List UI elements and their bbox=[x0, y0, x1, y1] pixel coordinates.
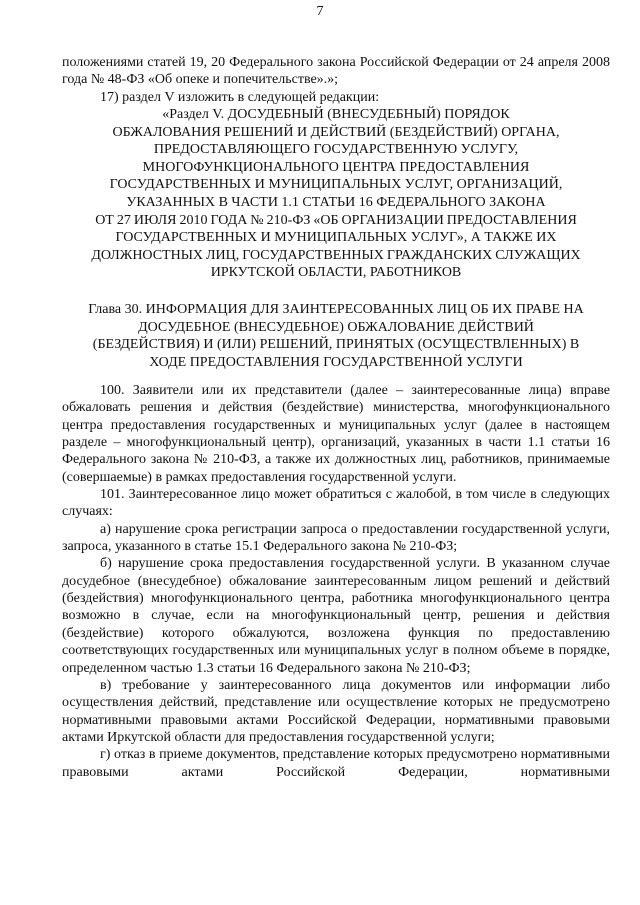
section-title-line: ГОСУДАРСТВЕННЫХ И МУНИЦИПАЛЬНЫХ УСЛУГ, ОРГАНИЗАЦИЙ, bbox=[109, 177, 563, 193]
section-title-line: ГОСУДАРСТВЕННЫХ И МУНИЦИПАЛЬНЫХ УСЛУГ», А ТАКЖЕ ИХ bbox=[115, 230, 557, 246]
section-title bbox=[62, 106, 610, 282]
chapter-title-line: Глава 30. ИНФОРМАЦИЯ ДЛЯ ЗАИНТЕРЕСОВАННЫХ ЛИЦ ОБ ИХ ПРАВЕ НА bbox=[88, 302, 584, 317]
page-number: 7 bbox=[316, 4, 324, 19]
paragraph-101: 101. Заинтересованное лицо может обратиться с жалобой, в том числе в следующих случаях: bbox=[62, 487, 610, 520]
chapter-title-line: (БЕЗДЕЙСТВИЯ) И (ИЛИ) РЕШЕНИЙ, ПРИНЯТЫХ (ОСУЩЕСТВЛЕННЫХ) В bbox=[92, 337, 580, 353]
paragraph-100: 100. Заявители или их представители (далее – заинтересованные лица) вправе обжаловать решения и действия (бездействие) министерства, многофункционального центра предоставления государственных и муниципальных услуг (далее в настоящем разделе – многофункциональный центр), организаций, указанных в части 1.1 статьи 16 Федерального закона № 210-ФЗ, а также их должностных лиц, работников, принимаемые (совершаемые) в рамках предоставления государственной услуги. bbox=[62, 383, 610, 485]
section-title-line: МНОГОФУНКЦИОНАЛЬНОГО ЦЕНТРА ПРЕДОСТАВЛЕНИЯ bbox=[142, 159, 530, 175]
list-item-g: г) отказ в приеме документов, представление которых предусмотрено нормативными правовыми актами Российской Федерации, нормативными bbox=[62, 747, 610, 780]
section-title-line: ОБЖАЛОВАНИЯ РЕШЕНИЙ И ДЕЙСТВИЙ (БЕЗДЕЙСТВИЙ) ОРГАНА, bbox=[112, 124, 560, 140]
chapter-title bbox=[62, 301, 610, 371]
list-item-v: в) требование у заинтересованного лица документов или информации либо осуществления действий, представление или осуществление которых не предусмотрено нормативными правовыми актами Российской Федерации, нормативными правовыми актами Иркутской области для предоставления государственной услуги; bbox=[62, 677, 610, 745]
section-title-line: «Раздел V. ДОСУДЕБНЫЙ (ВНЕСУДЕБНЫЙ) ПОРЯДОК bbox=[162, 107, 510, 122]
section-title-line: ОТ 27 ИЮЛЯ 2010 ГОДА № 210-ФЗ «ОБ ОРГАНИЗАЦИИ ПРЕДОСТАВЛЕНИЯ bbox=[95, 212, 577, 228]
intro-paragraph-continuation: положениями статей 19, 20 Федерального закона Российской Федерации от 24 апреля 2008 года № 48-ФЗ «Об опеке и попечительстве».»; bbox=[62, 55, 610, 88]
intro-text bbox=[62, 54, 610, 106]
list-item-b: б) нарушение срока предоставления государственной услуги. В указанном случае досудебное (внесудебное) обжалование заинтересованным лицом решений и действий (бездействия) многофункционального центра, работника многофункционального центра возможно в случае, если на многофункциональный центр, решения и действия (бездействие) которого обжалуются, возложена функция по предоставлению соответствующих государственных или муниципальных услуг в полном объеме в порядке, определенном частью 1.3 статьи 16 Федерального закона № 210-ФЗ; bbox=[62, 556, 610, 676]
section-title-line: УКАЗАННЫХ В ЧАСТИ 1.1 СТАТЬИ 16 ФЕДЕРАЛЬНОГО ЗАКОНА bbox=[126, 194, 546, 210]
list-item-a: а) нарушение срока регистрации запроса о предоставлении государственной услуги, запроса, указанного в статье 15.1 Федерального закона № 210-ФЗ; bbox=[62, 521, 610, 555]
chapter-title-line: ХОДЕ ПРЕДОСТАВЛЕНИЯ ГОСУДАРСТВЕННОЙ УСЛУГИ bbox=[149, 354, 523, 370]
intro-paragraph-item-17: 17) раздел V изложить в следующей редакции: bbox=[100, 89, 380, 105]
section-title-line: ДОЛЖНОСТНЫХ ЛИЦ, ГОСУДАРСТВЕННЫХ ГРАЖДАНСКИХ СЛУЖАЩИХ bbox=[91, 247, 581, 263]
section-title-line: ПРЕДОСТАВЛЯЮЩЕГО ГОСУДАРСТВЕННУЮ УСЛУГУ, bbox=[153, 142, 519, 158]
document-body bbox=[62, 382, 610, 781]
chapter-title-line: ДОСУДЕБНОЕ (ВНЕСУДЕБНОЕ) ОБЖАЛОВАНИЕ ДЕЙСТВИЙ bbox=[138, 319, 534, 335]
section-title-line: ИРКУТСКОЙ ОБЛАСТИ, РАБОТНИКОВ bbox=[210, 265, 462, 281]
